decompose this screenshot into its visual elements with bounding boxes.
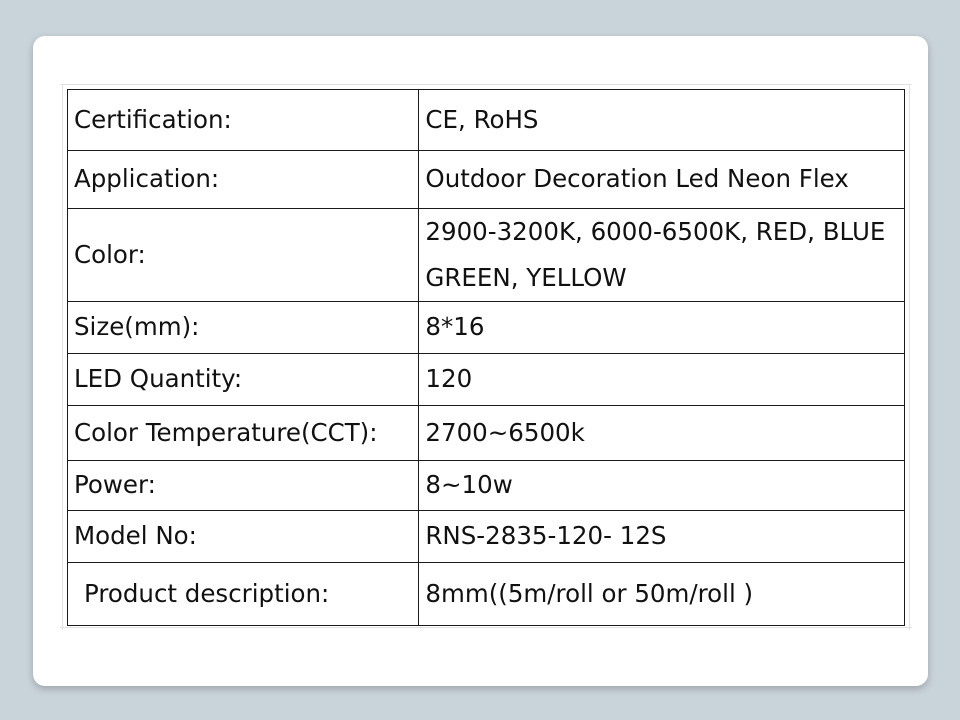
- table-row: [68, 406, 905, 461]
- spec-value-line: GREEN, YELLOW: [425, 263, 627, 292]
- spec-value: 120: [419, 354, 905, 406]
- table-row: [68, 461, 905, 511]
- spec-value: 8*16: [419, 302, 905, 354]
- spec-label: Color:: [68, 209, 419, 302]
- spec-value: 8~10w: [419, 461, 905, 511]
- table-row: [68, 302, 905, 354]
- table-row: [68, 209, 905, 302]
- spec-value: CE, RoHS: [419, 90, 905, 151]
- spec-label: Size(mm):: [68, 302, 419, 354]
- gridline-left: [62, 84, 63, 630]
- spec-value: Outdoor Decoration Led Neon Flex: [419, 151, 905, 209]
- table-row: [68, 511, 905, 563]
- gridline-right: [909, 84, 910, 630]
- spec-value-line: 2900-3200K, 6000-6500K, RED, BLUE: [425, 217, 886, 246]
- spec-label: Color Temperature(CCT):: [68, 406, 419, 461]
- spec-table: [67, 89, 905, 626]
- spec-value: RNS-2835-120- 12S: [419, 511, 905, 563]
- spec-label: Product description:: [68, 563, 419, 626]
- spec-label: Certification:: [68, 90, 419, 151]
- table-row: [68, 354, 905, 406]
- spec-label: LED Quantity:: [68, 354, 419, 406]
- gridline-top: [60, 84, 912, 85]
- spec-value: 8mm((5m/roll or 50m/roll ): [419, 563, 905, 626]
- table-row: [68, 90, 905, 151]
- gridline-bottom: [60, 627, 912, 628]
- table-row: [68, 151, 905, 209]
- spec-value: 2700~6500k: [419, 406, 905, 461]
- table-row: [68, 563, 905, 626]
- spec-value: [419, 209, 905, 302]
- spec-label: Power:: [68, 461, 419, 511]
- spec-label: Application:: [68, 151, 419, 209]
- spec-label: Model No:: [68, 511, 419, 563]
